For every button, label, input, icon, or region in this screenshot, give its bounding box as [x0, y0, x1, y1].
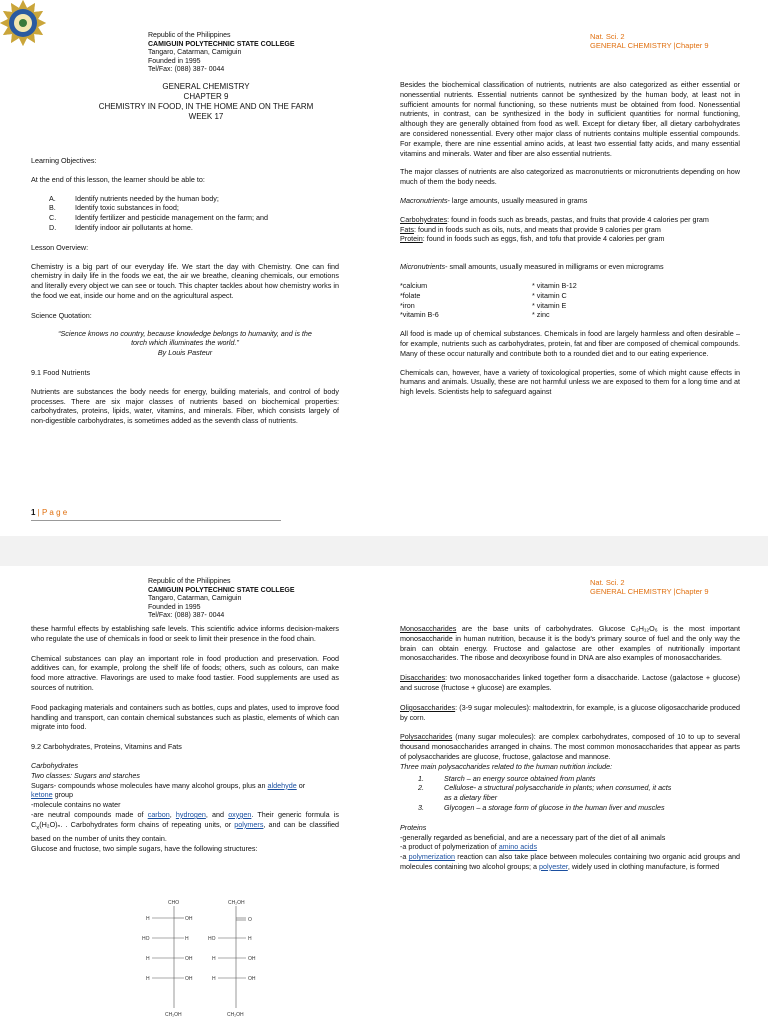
chapter-title-block	[84, 82, 328, 122]
course-header	[590, 32, 709, 50]
list-item: D. Identify indoor air pollutants at home.	[49, 222, 193, 232]
section-title: 9.2 Carbohydrates, Proteins, Vitamins and Fats	[31, 742, 182, 752]
oligosaccharides-paragraph: Oligosaccharides: (3-9 sugar molecules): maltodextrin, for example, is a glucose oligosaccharide produced by corn.	[400, 702, 740, 722]
no-water-line: -molecule contains no water	[31, 800, 121, 810]
struct-label: O	[248, 917, 252, 923]
founded-text: Founded in 1995	[148, 603, 201, 611]
list-item: *vitamin B-6	[400, 310, 439, 320]
footer-separator: |	[35, 508, 42, 517]
objectives-intro: At the end of this lesson, the learner should be able to:	[31, 174, 205, 184]
proteins-line-2: -a product of polymerization of amino acids	[400, 842, 538, 852]
list-item: * vitamin E	[532, 300, 567, 310]
polysaccharides-paragraph: Polysaccharides (many sugar molecules): are complex carbohydrates, composed of 10 to up to several thousand monosaccharides arranged in chains. The most common monosaccharides that appear as parts of polysaccharides are glucose, fructose, galactose and mannose.	[400, 732, 740, 761]
proteins-heading: Proteins	[400, 822, 427, 832]
college-header	[148, 578, 295, 621]
glucose-fructose-structures	[140, 896, 270, 1022]
list-item: 1. Starch – an energy source obtained from plants	[418, 773, 596, 783]
carbohydrates-line: Carbohydrates: found in foods such as breads, pastas, and fruits that provide 4 calories per gram	[400, 214, 709, 224]
title-line: GENERAL CHEMISTRY	[162, 82, 250, 91]
struct-label: OH	[185, 976, 193, 982]
micronutrients-line: Micronutrients- small amounts, usually measured in milligrams or even micrograms	[400, 262, 664, 272]
list-item: *folate	[400, 290, 421, 300]
struct-label: OH	[248, 976, 256, 982]
hydrogen-link[interactable]: hydrogen	[175, 809, 206, 819]
list-item: 2. Cellulose- a structural polysaccharide in plants; when consumed, it acts as a dietary fiber	[418, 783, 672, 803]
carbon-link[interactable]: carbon	[147, 809, 170, 819]
quote-author: By Louis Pasteur	[157, 348, 213, 358]
struct-label: H	[212, 956, 216, 962]
fats-line: Fats: found in foods such as oils, nuts, and meats that provide 9 calories per gram	[400, 224, 661, 234]
struct-label: CH₂OH	[165, 1012, 182, 1018]
struct-label: CHO	[168, 900, 180, 906]
college-address: Tangaro, Catarman, Camiguin	[148, 595, 242, 602]
struct-label: H	[248, 936, 252, 942]
struct-label: OH	[185, 956, 193, 962]
course-code: Nat. Sci. 2	[590, 32, 625, 41]
nutrients-text: Nutrients are substances the body needs for energy, building materials, and control of body processes. There are six major classes of nutrients based on biochemical properties: carbohydrates, proteins, lipids, water, vitamins, and minerals. Fiber, which consists largely of non-digestible carbohydrates, is sometimes added as the seventh class of nutrients.	[31, 386, 339, 426]
footer-rule	[31, 520, 281, 521]
list-item: *calcium	[400, 280, 428, 290]
title-line: WEEK 17	[188, 112, 224, 121]
packaging-paragraph: Food packaging materials and containers such as bottles, cups and plates, used to improve food handling and transport, can contain chemical substances such as plastic, elements of which can migrate into food.	[31, 702, 339, 732]
macronutrients-line: Macronutrients- large amounts, usually measured in grams	[400, 195, 588, 205]
list-item: * vitamin B-12	[532, 280, 577, 290]
page-label: P a g e	[41, 508, 68, 517]
carbohydrates-heading: Carbohydrates	[31, 760, 79, 770]
objectives-list	[31, 194, 339, 233]
list-item: C. Identify fertilizer and pesticide management on the farm; and	[49, 213, 268, 223]
protein-line: Protein: found in foods such as eggs, fish, and tofu that provide 4 calories per gram	[400, 234, 665, 244]
list-item: B. Identify toxic substances in food;	[49, 203, 179, 213]
struct-label: H	[185, 936, 189, 942]
three-main-line: Three main polysaccharides related to the human nutrition include:	[400, 761, 613, 771]
overview-label: Lesson Overview:	[31, 242, 89, 252]
page2-right-column	[400, 624, 740, 872]
course-code: Nat. Sci. 2	[590, 578, 625, 587]
college-seal-logo	[0, 0, 46, 46]
sugars-line: Sugars- compounds whose molecules have many alcohol groups, plus an aldehyde or ketone group	[31, 780, 306, 800]
founded-text: Founded in 1995	[148, 57, 201, 65]
food-production-paragraph: Chemical substances can play an important role in food production and preservation. Food additives can, for example, prolong the shelf life of foods; others, such as colours, can make food more attractive. Flavorings are used to make food tastier. Food supplements are used as sources of nutrition.	[31, 653, 339, 692]
course-header	[590, 578, 709, 596]
micronutrients-list	[400, 281, 740, 320]
page-gap	[0, 536, 768, 566]
struct-label: OH	[248, 956, 256, 962]
struct-label: H	[146, 956, 150, 962]
page1-left-column	[31, 156, 339, 426]
amino-acids-link[interactable]: amino acids	[498, 842, 538, 852]
ketone-link[interactable]: ketone	[31, 790, 53, 800]
toxicology-paragraph: Chemicals can, however, have a variety of toxicological properties, some of which might cause effects in humans and animals. Usually, these are not harmful unless we are exposed to them for a long time and at high levels. Scientists help to safeguard against	[400, 367, 740, 397]
polysaccharides-list	[400, 774, 740, 813]
quote-text: “Science knows no country, because knowledge belongs to humanity, and is the torch which illuminates the world.”	[58, 328, 312, 348]
course-chapter: GENERAL CHEMISTRY |Chapter 9	[590, 41, 709, 50]
essential-paragraph: Besides the biochemical classification of nutrients, nutrients are also categorized as either essential or nonessential nutrients. Essential nutrients cannot be synthesized by the human body, at least not in sufficient amounts for normal functioning, so these nutrients must be obtained from food. Nonessential nutrients, in contrast, can be synthesized in the body in sufficient quantities for normal functioning, although they are generally obtained from food as well. Except for dietary fiber, all dietary carbohydrates are considered nonessential. Every other major class of nutrients contains multiple essential compounds. For example, there are nine essential amino acids, at least two essential fatty acids, and many essential vitamins and minerals. Water and fiber are also essential nutrients.	[400, 80, 740, 158]
struct-label: H	[146, 916, 150, 922]
telfax-text: Tel/Fax: (088) 387- 0044	[148, 66, 225, 73]
page-footer	[31, 508, 67, 517]
proteins-line-3: -a polymerization reaction can also take place between molecules containing two organic acid groups and molecules containing two alcohol groups; a polyester, widely used in clothing manufacture, is formed	[400, 852, 740, 871]
polymerization-link[interactable]: polymerization	[408, 852, 456, 862]
quotation-label: Science Quotation:	[31, 310, 92, 320]
overview-text: Chemistry is a big part of our everyday life. We start the day with Chemistry. One can find chemistry in daily life in the foods we eat, the air we breathe, cleaning chemicals, our emotions and literally every object we can see or touch. This chapter tackles about how chemistry works in the food we eat, inside our home and on the agricultural aspect.	[31, 261, 339, 300]
struct-label: H	[146, 976, 150, 982]
struct-label: CH₂OH	[227, 1012, 244, 1018]
learning-objectives-label: Learning Objectives:	[31, 156, 97, 165]
polyester-link[interactable]: polyester	[539, 861, 568, 871]
chemicals-paragraph: All food is made up of chemical substances. Chemicals in food are largely harmless and often desirable – for example, nutrients such as carbohydrates, protein, fat and fiber are composed of chemical compounds. Many of these occur naturally and contribute both to a rounded diet and to our eating experience.	[400, 329, 740, 358]
college-header	[148, 32, 295, 75]
telfax-text: Tel/Fax: (088) 387- 0044	[148, 612, 225, 619]
classes-paragraph: The major classes of nutrients are also categorized as macronutrients or micronutrients depending on how much of them the body needs.	[400, 167, 740, 187]
aldehyde-link[interactable]: aldehyde	[267, 780, 297, 790]
two-classes-line: Two classes: Sugars and starches	[31, 770, 140, 780]
college-name: CAMIGUIN POLYTECHNIC STATE COLLEGE	[148, 40, 295, 48]
struct-label: OH	[185, 916, 193, 922]
struct-label: CH₂OH	[228, 900, 245, 906]
struct-label: HO	[208, 936, 216, 942]
title-line: CHEMISTRY IN FOOD, IN THE HOME AND ON THE FARM	[98, 102, 314, 111]
neutral-compounds-line: -are neutral compounds made of carbon, hydrogen, and oxygen. Their generic formula is $C_x(H_2O)_n$. . Carbohydrates form chains of repeating units, or polymers, and can be classified based on the number of units they contain.	[31, 809, 340, 843]
struct-label: HO	[142, 936, 150, 942]
disaccharides-paragraph: Disaccharides: two monosaccharides linked together form a disaccharide. Lactose (galactose + glucose) and sucrose (fructose + glucose) are examples.	[400, 673, 740, 692]
structures-intro: Glucose and fructose, two simple sugars, have the following structures:	[31, 843, 258, 853]
list-item: * zinc	[532, 310, 550, 320]
section-title: 9.1 Food Nutrients	[31, 367, 91, 377]
list-item: * vitamin C	[532, 290, 567, 300]
republic-text: Republic of the Philippines	[148, 578, 231, 585]
list-item: *iron	[400, 300, 415, 310]
list-item: A. Identify nutrients needed by the human body;	[49, 193, 219, 203]
safe-levels-paragraph: these harmful effects by establishing safe levels. This scientific advice informs decision-makers who regulate the use of chemicals in food or seek to limit their presence in the food chain.	[31, 624, 339, 643]
list-item: 3. Glycogen – a storage form of glucose in the human liver and muscles	[418, 802, 665, 812]
proteins-line-1: -generally regarded as beneficial, and are a necessary part of the diet of all animals	[400, 832, 666, 842]
republic-text: Republic of the Philippines	[148, 32, 231, 39]
page-number: 1	[31, 508, 36, 517]
college-name: CAMIGUIN POLYTECHNIC STATE COLLEGE	[148, 586, 295, 594]
page1-right-column	[400, 80, 740, 397]
course-chapter: GENERAL CHEMISTRY |Chapter 9	[590, 587, 709, 596]
polymers-link[interactable]: polymers	[234, 819, 264, 829]
monosaccharides-paragraph: Monosaccharides are the base units of carbohydrates. Glucose C₆H₁₂O₆ is the most important monosaccharide in human nutrition, because it is the body’s primary source of fuel and the only way the brain can obtain energy. Fructose and galactose are other examples of nutritionally important monosaccharides. The ribose and deoxyribose found in DNA are also examples of monosaccharides.	[400, 624, 740, 663]
college-address: Tangaro, Catarman, Camiguin	[148, 49, 242, 56]
oxygen-link[interactable]: oxygen	[228, 809, 252, 819]
title-line: CHAPTER 9	[183, 92, 229, 101]
struct-label: H	[212, 976, 216, 982]
page2-left-column	[31, 624, 339, 854]
